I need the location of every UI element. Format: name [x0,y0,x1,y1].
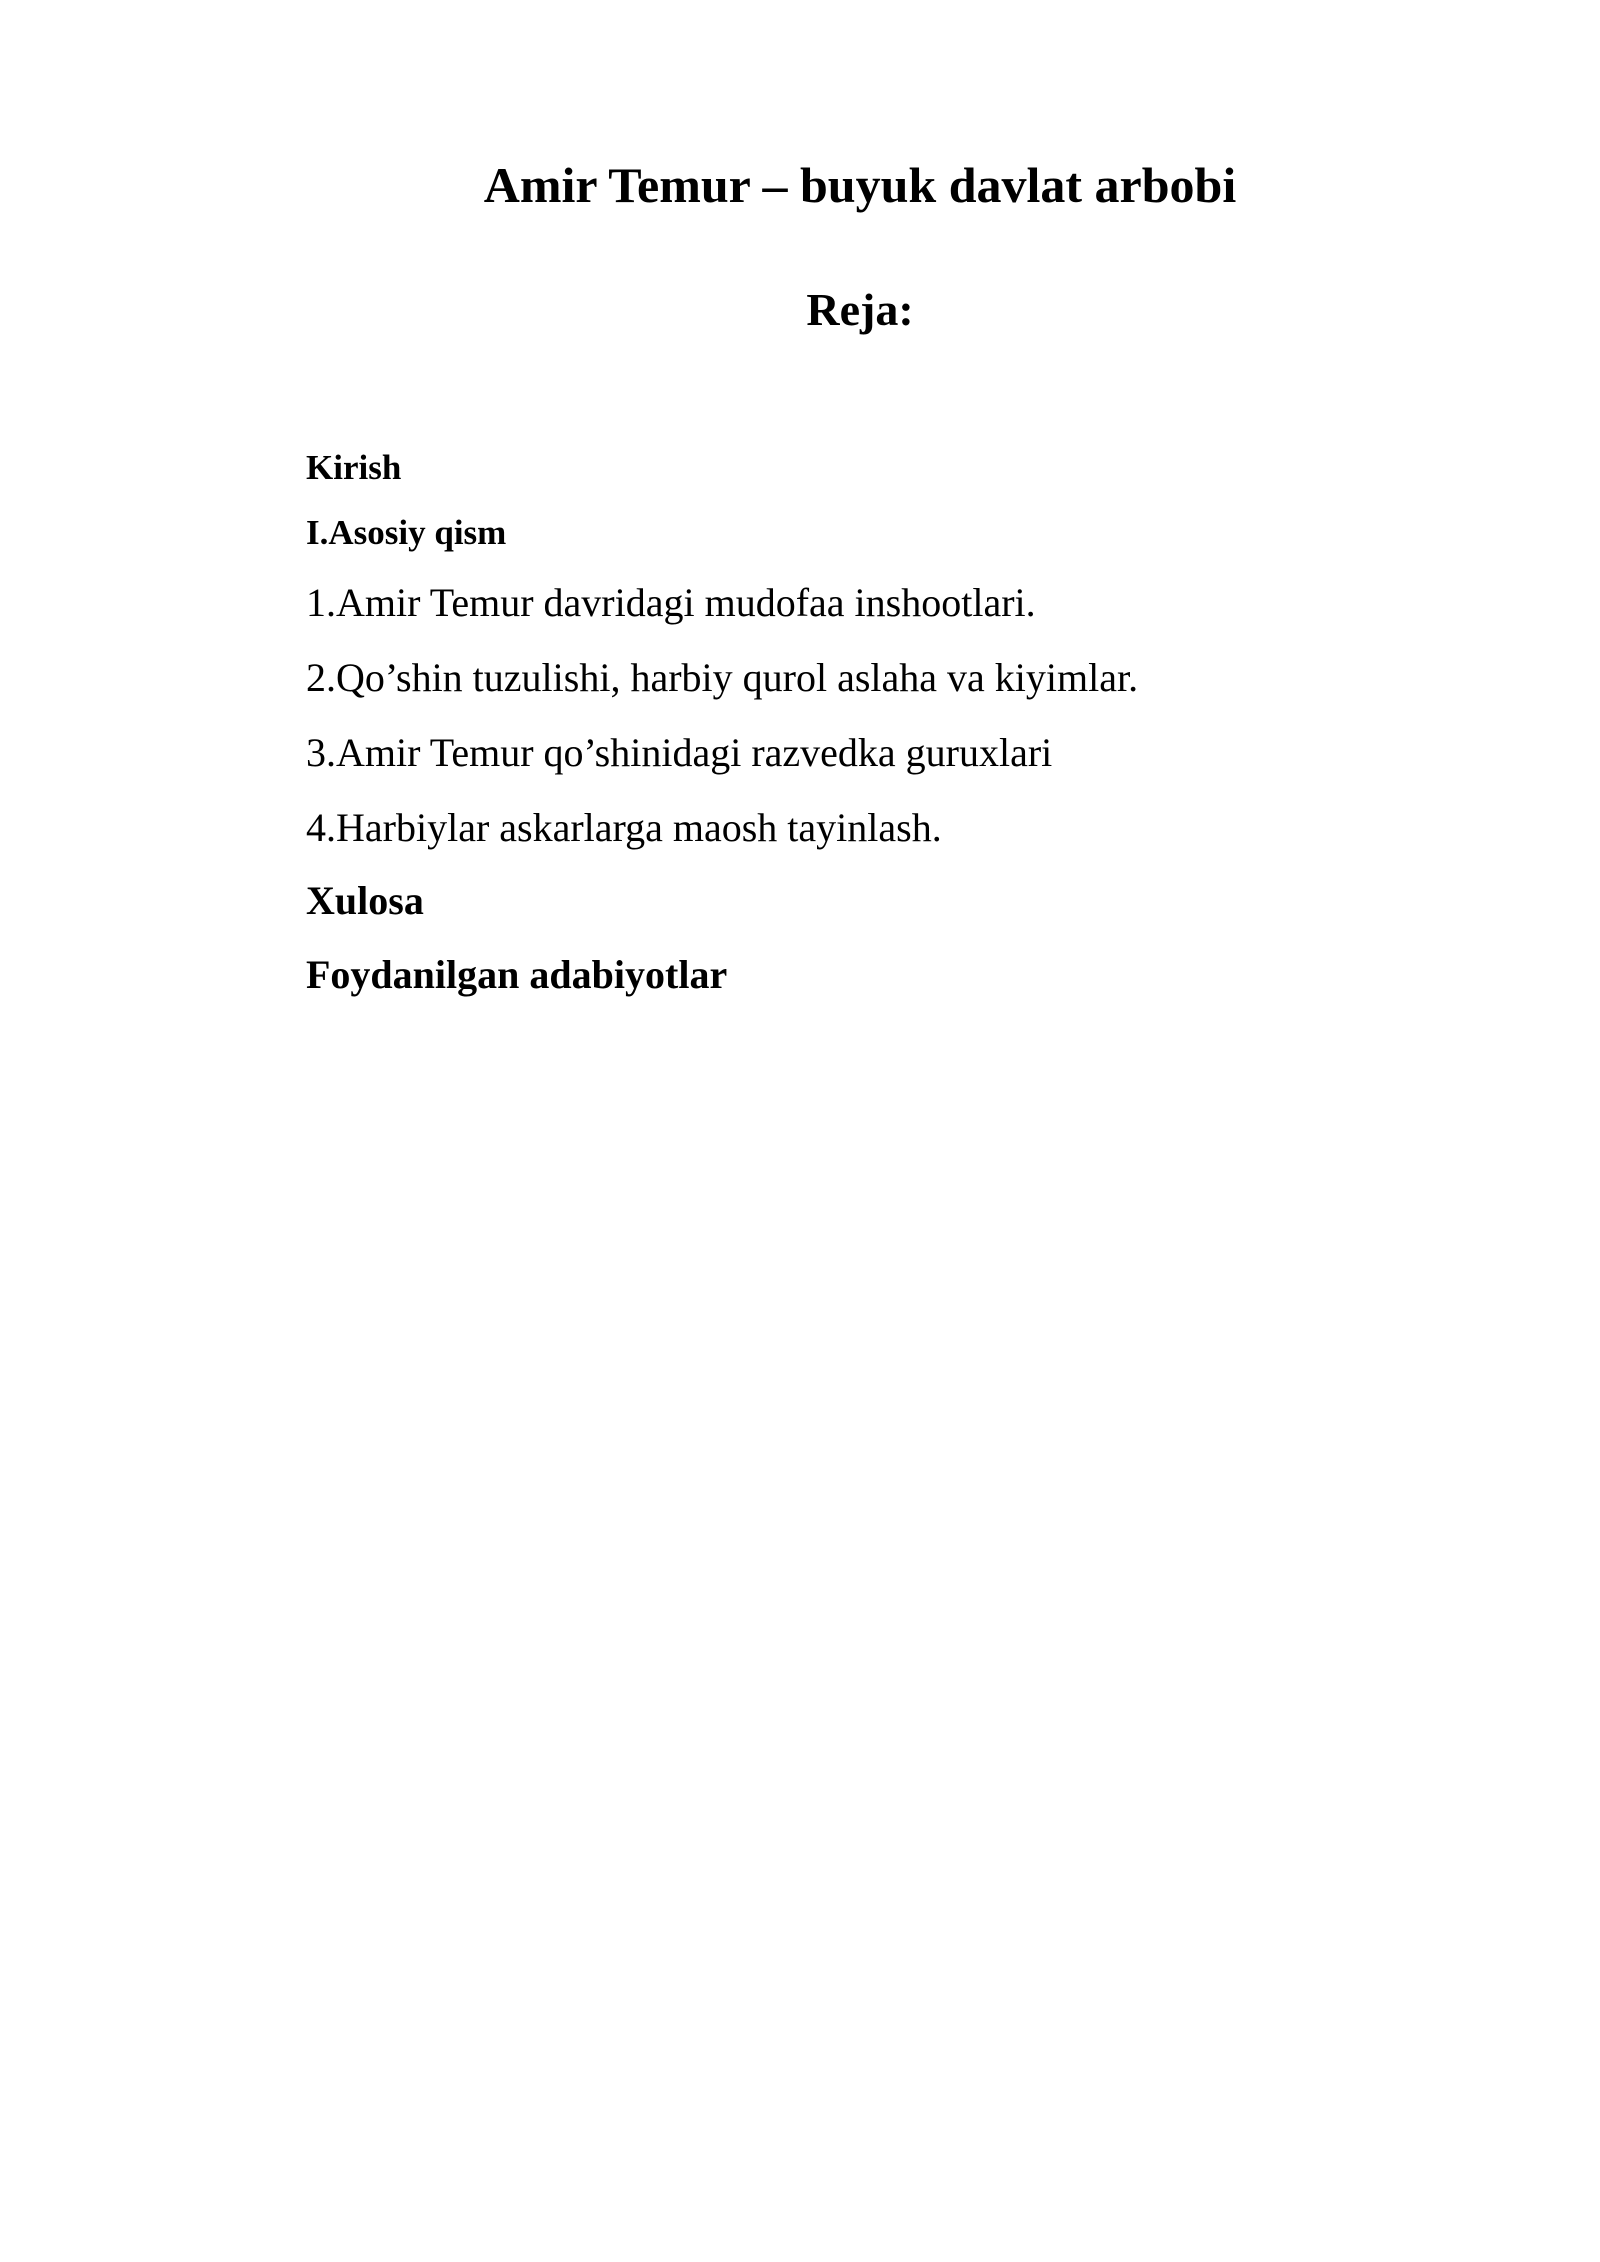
plan-item-2: 2.Qo’shin tuzulishi, harbiy qurol aslaha va kiyimlar. [306,655,1139,700]
plan-item-4: 4.Harbiylar askarlarga maosh tayinlash. [306,805,942,850]
plan-item-1: 1.Amir Temur davridagi mudofaa inshootlari. [306,580,1036,625]
plan-intro: Kirish [306,448,402,487]
plan-main-part: I.Asosiy qism [306,513,507,552]
plan-conclusion: Xulosa [306,878,424,923]
page-title: Amir Temur – buyuk davlat arbobi [483,157,1237,213]
plan-references: Foydanilgan adabiyotlar [306,952,728,997]
plan-heading: Reja: [806,284,914,335]
plan-item-3: 3.Amir Temur qo’shinidagi razvedka guruxlari [306,730,1053,775]
